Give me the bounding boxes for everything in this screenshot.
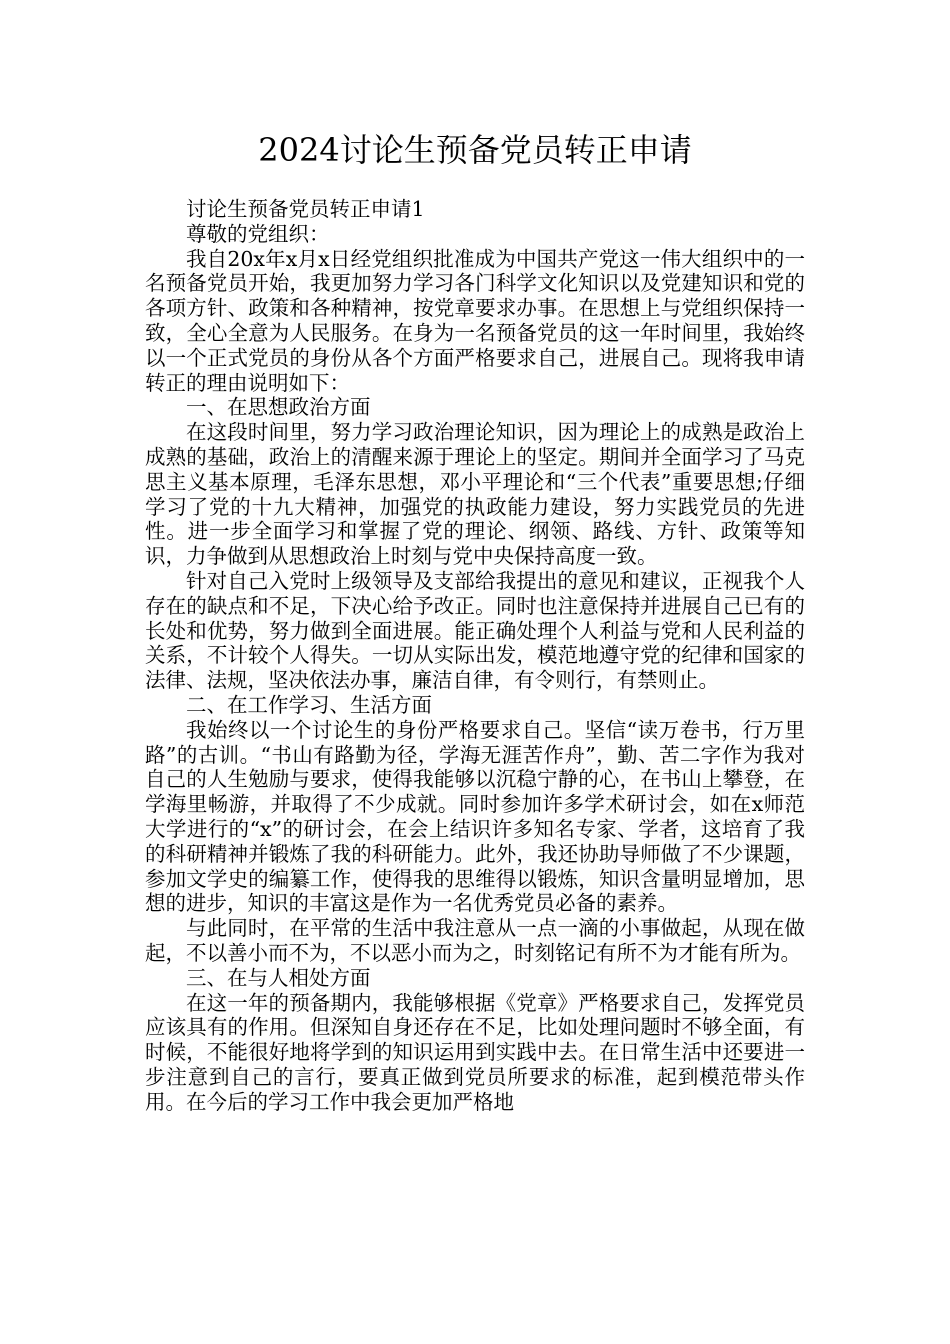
paragraph-intro: 我自20x年x月x日经党组织批准成为中国共产党这一伟大组织中的一名预备党员开始，我更加努力学习各门科学文化知识以及党建知识和党的各项方针、政策和各种精神，按党章要求办事。在思想上与党组织保持一致，全心全意为人民服务。在身为一名预备党员的这一年时间里，我始终以一个正式党员的身份从各个方面严格要求自己，进展自己。现将我申请转正的理由说明如下：: [145, 246, 805, 395]
paragraph-political-study: 在这段时间里，努力学习政治理论知识，因为理论上的成熟是政治上成熟的基础，政治上的清醒来源于理论上的坚定。期间并全面学习了马克思主义基本原理，毛泽东思想，邓小平理论和“三个代表”重要思想;仔细学习了党的十九大精神，加强党的执政能力建设，努力实践党员的先进性。进一步全面学习和掌握了党的理论、纲领、路线、方针、政策等知识，力争做到从思想政治上时刻与党中央保持高度一致。: [145, 420, 805, 569]
paragraph-work-study: 我始终以一个讨论生的身份严格要求自己。坚信“读万卷书，行万里路”的古训。“书山有路勤为径，学海无涯苦作舟”，勤、苦二字作为我对自己的人生勉励与要求，使得我能够以沉稳宁静的心，在书山上攀登，在学海里畅游，并取得了不少成就。同时参加许多学术研讨会，如在x师范大学进行的“x”的研讨会，在会上结识许多知名专家、学者，这培育了我的科研精神并锻炼了我的科研能力。此外，我还协助导师做了不少课题，参加文学史的编纂工作，使得我的思维得以锻炼，知识含量明显增加，思想的进步，知识的丰富这是作为一名优秀党员必备的素养。: [145, 717, 805, 916]
heading-political: 一、在思想政治方面: [186, 395, 371, 420]
salutation: 尊敬的党组织：: [186, 221, 330, 246]
heading-work-study: 二、在工作学习、生活方面: [186, 692, 432, 717]
paragraph-daily-life: 与此同时，在平常的生活中我注意从一点一滴的小事做起，从现在做起，不以善小而不为，不以恶小而为之，时刻铭记有所不为才能有所为。: [145, 916, 805, 965]
document-body: [145, 197, 805, 1114]
heading-relations: 三、在与人相处方面: [186, 965, 371, 990]
section-subtitle: 讨论生预备党员转正申请1: [186, 197, 425, 221]
paragraph-self-improvement: 针对自己入党时上级领导及支部给我提出的意见和建议，正视我个人存在的缺点和不足，下决心给予改正。同时也注意保持并进展自己已有的长处和优势，努力做到全面进展。能正确处理个人利益与党和人民利益的关系，不计较个人得失。一切从实际出发，模范地遵守党的纪律和国家的法律、法规，坚决依法办事，廉洁自律，有令则行，有禁则止。: [145, 568, 805, 693]
document-title: 2024讨论生预备党员转正申请: [258, 131, 692, 169]
paragraph-relations: 在这一年的预备期内，我能够根据《党章》严格要求自己，发挥党员应该具有的作用。但深知自身还存在不足，比如处理问题时不够全面，有时候，不能很好地将学到的知识运用到实践中去。在日常生活中还要进一步注意到自己的言行，要真正做到党员所要求的标准，起到模范带头作用。在今后的学习工作中我会更加严格地: [145, 990, 805, 1114]
